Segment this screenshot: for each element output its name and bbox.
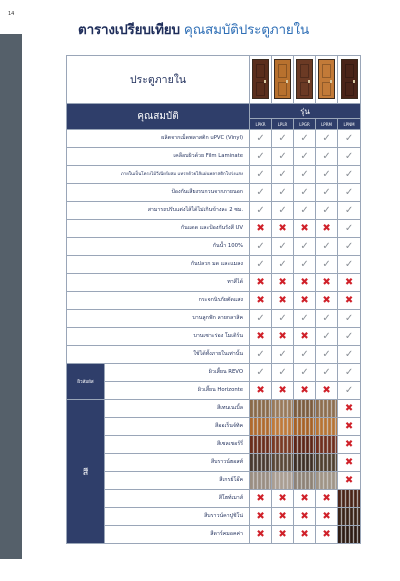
cross-icon: ✖ [322, 493, 331, 504]
check-icon: ✓ [322, 259, 331, 270]
cross-icon: ✖ [300, 277, 309, 288]
color-row [67, 418, 361, 436]
wood-swatch [272, 400, 294, 418]
cross-icon [338, 472, 361, 490]
check-icon [250, 202, 272, 220]
cross-icon: ✖ [322, 511, 331, 522]
check-icon: ✓ [322, 241, 331, 252]
cross-icon: ✖ [300, 295, 309, 306]
cross-icon: ✖ [322, 295, 331, 306]
color-name: สีออเร็นจ์ทิค [105, 418, 250, 436]
feature-row [67, 292, 361, 310]
check-icon [294, 184, 316, 202]
comparison-table [66, 55, 361, 544]
header-property-row [67, 104, 361, 119]
cross-icon [294, 292, 316, 310]
check-icon [316, 328, 338, 346]
check-icon: ✓ [278, 259, 287, 270]
wood-swatch [338, 508, 361, 526]
feature-row [67, 148, 361, 166]
cross-icon [316, 526, 338, 544]
feature-row [67, 346, 361, 364]
feature-row [67, 220, 361, 238]
wood-swatch [272, 472, 294, 490]
check-icon: ✓ [344, 151, 354, 162]
check-icon: ✓ [300, 313, 309, 324]
wood-swatch [250, 472, 272, 490]
check-icon: ✓ [300, 349, 309, 360]
cross-icon: ✖ [322, 529, 331, 540]
check-icon [338, 202, 361, 220]
cross-icon [294, 382, 316, 400]
color-row [67, 490, 361, 508]
wood-swatch [250, 400, 272, 418]
feature-label: เคลือบผิวด้วย Film Laminate [67, 148, 250, 166]
cross-icon: ✖ [278, 511, 287, 522]
color-name: สีเทนเนเบิ้ล [105, 400, 250, 418]
wood-swatch [316, 436, 338, 454]
check-icon: ✓ [278, 367, 287, 378]
check-icon [272, 238, 294, 256]
wood-swatch [294, 472, 316, 490]
feature-row [67, 274, 361, 292]
wood-swatch [250, 418, 272, 436]
feature-label: บานลูกฟัก ลายกลาสิค [67, 310, 250, 328]
check-icon: ✓ [256, 169, 265, 180]
cross-icon [294, 328, 316, 346]
cross-icon: ✖ [256, 295, 265, 306]
check-icon [250, 364, 272, 382]
check-icon: ✓ [256, 313, 265, 324]
wood-swatch [272, 436, 294, 454]
check-icon: ✓ [344, 259, 354, 270]
model-code: LPLR [272, 119, 294, 130]
cross-icon: ✖ [300, 511, 309, 522]
wood-swatch [316, 418, 338, 436]
surface-row [67, 364, 361, 382]
page-number: 14 [8, 11, 15, 17]
check-icon [338, 130, 361, 148]
color-name: สีดาร์คมอคค่า [105, 526, 250, 544]
cross-icon [250, 490, 272, 508]
check-icon: ✓ [278, 169, 287, 180]
color-name: สีโฮท์เมาส์ [105, 490, 250, 508]
check-icon [272, 130, 294, 148]
feature-label: ทาสีได้ [67, 274, 250, 292]
check-icon: ✓ [278, 349, 287, 360]
feature-label: ผิวเสี้ยน REVO [105, 364, 250, 382]
cross-icon: ✖ [256, 277, 265, 288]
wood-swatch [338, 490, 361, 508]
check-icon [250, 346, 272, 364]
check-icon [272, 202, 294, 220]
check-icon [338, 184, 361, 202]
model-code: LPRM [316, 119, 338, 130]
wood-swatch [338, 526, 361, 544]
check-icon [250, 184, 272, 202]
page-title [78, 18, 309, 40]
check-icon: ✓ [300, 133, 309, 144]
check-icon: ✓ [344, 367, 354, 378]
cross-icon: ✖ [278, 529, 287, 540]
check-icon [316, 256, 338, 274]
cross-icon: ✖ [300, 493, 309, 504]
wood-swatch [250, 436, 272, 454]
title-bold: ตารางเปรียบเทียบ [78, 22, 180, 38]
check-icon [294, 202, 316, 220]
door-image [252, 59, 269, 99]
feature-label: ภายในเป็นโครงไม้วีเนียร์ผสม แทรกด้วยไส้แผ่นพลาสติกโปร่งแสง [67, 166, 250, 184]
check-icon: ✓ [278, 133, 287, 144]
cross-icon [272, 526, 294, 544]
feature-label: ผลิตจากเม็ดพลาสติก uPVC (Vinyl) [67, 130, 250, 148]
feature-row [67, 184, 361, 202]
check-icon [272, 256, 294, 274]
cross-icon: ✖ [344, 457, 354, 468]
check-icon: ✓ [344, 385, 354, 396]
check-icon [272, 166, 294, 184]
cross-icon: ✖ [278, 493, 287, 504]
cross-icon: ✖ [256, 511, 265, 522]
wood-swatch [294, 436, 316, 454]
cross-icon: ✖ [344, 403, 354, 414]
feature-label: ใช้ได้ทั้งภายในเท่านั้น [67, 346, 250, 364]
door-image-cell [272, 56, 294, 104]
wood-swatch [294, 418, 316, 436]
feature-row [67, 328, 361, 346]
check-icon: ✓ [300, 367, 309, 378]
check-icon: ✓ [278, 241, 287, 252]
property-header: คุณสมบัติ [67, 104, 250, 130]
cross-icon [250, 382, 272, 400]
cross-icon [272, 382, 294, 400]
check-icon: ✓ [256, 241, 265, 252]
check-icon: ✓ [322, 133, 331, 144]
cross-icon: ✖ [344, 439, 354, 450]
check-icon: ✓ [278, 151, 287, 162]
door-image-cell [316, 56, 338, 104]
check-icon [294, 148, 316, 166]
check-icon [250, 130, 272, 148]
color-row [67, 436, 361, 454]
wood-swatch [250, 454, 272, 472]
check-icon [272, 346, 294, 364]
feature-label: ป้องกันเสียงรบกวนจากภายนอก [67, 184, 250, 202]
check-icon: ✓ [344, 241, 354, 252]
cross-icon [338, 454, 361, 472]
cross-icon: ✖ [256, 385, 265, 396]
cross-icon: ✖ [322, 277, 331, 288]
check-icon [272, 148, 294, 166]
check-icon: ✓ [300, 187, 309, 198]
check-icon [316, 166, 338, 184]
color-row [67, 472, 361, 490]
cross-icon: ✖ [344, 421, 354, 432]
cross-icon: ✖ [256, 493, 265, 504]
feature-label: กันแดด และป้องกันรังสี UV [67, 220, 250, 238]
color-row [67, 526, 361, 544]
color-name: สีบราวน์คาปูชิโน่ [105, 508, 250, 526]
cross-icon [250, 328, 272, 346]
check-icon [250, 148, 272, 166]
cross-icon [250, 274, 272, 292]
check-icon [338, 328, 361, 346]
check-icon [338, 382, 361, 400]
feature-label: บานเซาะร่อง โมเดิร์น [67, 328, 250, 346]
cross-icon: ✖ [256, 223, 265, 234]
surface-group-label: ผิวสัมผัส [67, 364, 105, 400]
color-name: สีบราวน์ฮอลท์ [105, 454, 250, 472]
check-icon: ✓ [344, 313, 354, 324]
check-icon [294, 166, 316, 184]
color-row [67, 454, 361, 472]
check-icon [338, 220, 361, 238]
cross-icon: ✖ [300, 223, 309, 234]
cross-icon [294, 526, 316, 544]
check-icon: ✓ [300, 241, 309, 252]
check-icon [250, 256, 272, 274]
cross-icon [294, 508, 316, 526]
check-icon [338, 364, 361, 382]
cross-icon: ✖ [344, 277, 354, 288]
cross-icon [250, 220, 272, 238]
check-icon [316, 364, 338, 382]
cross-icon [272, 328, 294, 346]
check-icon [272, 184, 294, 202]
check-icon: ✓ [256, 367, 265, 378]
check-icon: ✓ [300, 151, 309, 162]
check-icon [294, 130, 316, 148]
color-row [67, 400, 361, 418]
check-icon: ✓ [256, 205, 265, 216]
door-image-cell [338, 56, 361, 104]
check-icon [272, 364, 294, 382]
door-image [296, 59, 313, 99]
check-icon [250, 166, 272, 184]
feature-label: สามารถปรับแต่งไส้ได้ไม่เกินข้างละ 2 ซม. [67, 202, 250, 220]
check-icon [338, 256, 361, 274]
cross-icon: ✖ [278, 331, 287, 342]
check-icon [338, 238, 361, 256]
cross-icon: ✖ [322, 223, 331, 234]
check-icon [294, 256, 316, 274]
color-name: สีเกรย์โอ๊ค [105, 472, 250, 490]
check-icon: ✓ [322, 205, 331, 216]
cross-icon [316, 382, 338, 400]
door-image-cell [294, 56, 316, 104]
cross-icon: ✖ [256, 331, 265, 342]
cross-icon [272, 220, 294, 238]
check-icon [316, 346, 338, 364]
check-icon: ✓ [344, 205, 354, 216]
check-icon [338, 346, 361, 364]
cross-icon [316, 220, 338, 238]
wood-swatch [294, 454, 316, 472]
check-icon [250, 238, 272, 256]
color-group-label: สี [67, 400, 105, 544]
cross-icon [272, 292, 294, 310]
check-icon: ✓ [344, 331, 354, 342]
check-icon: ✓ [344, 223, 354, 234]
feature-row [67, 130, 361, 148]
cross-icon [250, 292, 272, 310]
color-row [67, 508, 361, 526]
check-icon [316, 202, 338, 220]
feature-row [67, 256, 361, 274]
door-type-label: ประตูภายใน [67, 56, 250, 104]
cross-icon: ✖ [300, 331, 309, 342]
wood-swatch [272, 454, 294, 472]
check-icon: ✓ [344, 349, 354, 360]
model-code: LPGR [294, 119, 316, 130]
cross-icon [338, 418, 361, 436]
feature-label: กันปลวก มด และแมลง [67, 256, 250, 274]
check-icon: ✓ [256, 259, 265, 270]
check-icon [338, 148, 361, 166]
cross-icon [316, 508, 338, 526]
check-icon [316, 130, 338, 148]
cross-icon [272, 490, 294, 508]
check-icon: ✓ [256, 151, 265, 162]
check-icon [316, 238, 338, 256]
cross-icon [294, 220, 316, 238]
check-icon: ✓ [322, 151, 331, 162]
check-icon: ✓ [300, 205, 309, 216]
check-icon: ✓ [256, 187, 265, 198]
cross-icon: ✖ [278, 295, 287, 306]
cross-icon: ✖ [278, 223, 287, 234]
check-icon [294, 346, 316, 364]
cross-icon [250, 526, 272, 544]
feature-row [67, 202, 361, 220]
check-icon: ✓ [322, 331, 331, 342]
feature-row [67, 166, 361, 184]
check-icon [294, 364, 316, 382]
feature-label: ผิวเสี้ยน Horizonte [105, 382, 250, 400]
cross-icon [316, 490, 338, 508]
cross-icon [338, 292, 361, 310]
cross-icon [294, 274, 316, 292]
cross-icon [250, 508, 272, 526]
check-icon: ✓ [322, 187, 331, 198]
door-image-cell [250, 56, 272, 104]
door-image [274, 59, 291, 99]
check-icon [338, 166, 361, 184]
door-image [318, 59, 335, 99]
check-icon [294, 310, 316, 328]
door-image [341, 59, 358, 99]
cross-icon: ✖ [300, 385, 309, 396]
cross-icon: ✖ [256, 529, 265, 540]
cross-icon [272, 508, 294, 526]
check-icon [316, 184, 338, 202]
cross-icon: ✖ [278, 385, 287, 396]
surface-row [67, 382, 361, 400]
cross-icon: ✖ [322, 385, 331, 396]
cross-icon [338, 436, 361, 454]
check-icon: ✓ [278, 205, 287, 216]
check-icon: ✓ [300, 169, 309, 180]
check-icon: ✓ [300, 259, 309, 270]
cross-icon: ✖ [278, 277, 287, 288]
check-icon: ✓ [322, 169, 331, 180]
wood-swatch [316, 454, 338, 472]
check-icon [250, 310, 272, 328]
feature-row [67, 238, 361, 256]
cross-icon: ✖ [300, 529, 309, 540]
check-icon [294, 238, 316, 256]
check-icon: ✓ [344, 133, 354, 144]
check-icon: ✓ [256, 349, 265, 360]
wood-swatch [294, 400, 316, 418]
check-icon: ✓ [278, 187, 287, 198]
check-icon: ✓ [344, 169, 354, 180]
wood-swatch [316, 400, 338, 418]
check-icon: ✓ [278, 313, 287, 324]
check-icon: ✓ [322, 367, 331, 378]
header-door-row [67, 56, 361, 104]
model-header: รุ่น [250, 104, 361, 119]
cross-icon: ✖ [344, 475, 354, 486]
model-code: LPKR [250, 119, 272, 130]
cross-icon [294, 490, 316, 508]
feature-row [67, 310, 361, 328]
page-spine-bar [0, 34, 22, 559]
cross-icon [316, 274, 338, 292]
model-code: LPNM [338, 119, 361, 130]
check-icon [338, 310, 361, 328]
feature-label: กระจกนิรภัยตัดแสง [67, 292, 250, 310]
check-icon [272, 310, 294, 328]
check-icon: ✓ [322, 349, 331, 360]
check-icon: ✓ [256, 133, 265, 144]
check-icon: ✓ [322, 313, 331, 324]
check-icon: ✓ [344, 187, 354, 198]
check-icon [316, 310, 338, 328]
cross-icon [338, 274, 361, 292]
cross-icon [316, 292, 338, 310]
title-accent: คุณสมบัติประตูภายใน [183, 22, 309, 38]
wood-swatch [316, 472, 338, 490]
cross-icon [338, 400, 361, 418]
color-name: สีเซลเชอร์รี่ [105, 436, 250, 454]
cross-icon: ✖ [344, 295, 354, 306]
check-icon [316, 148, 338, 166]
feature-label: กันน้ำ 100% [67, 238, 250, 256]
cross-icon [272, 274, 294, 292]
wood-swatch [272, 418, 294, 436]
